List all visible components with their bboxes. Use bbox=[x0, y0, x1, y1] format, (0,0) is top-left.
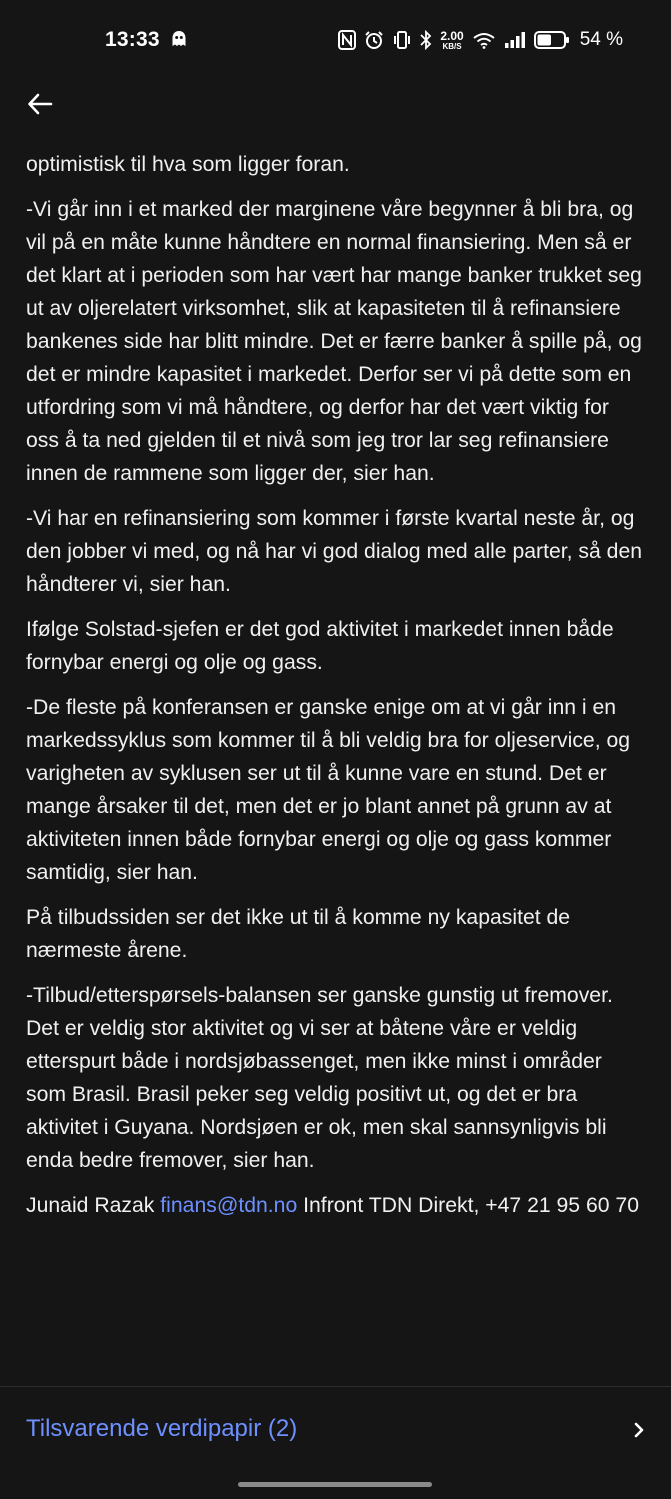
article-paragraph: -Vi går inn i et marked der marginene våre begynner å bli bra, og vil på en måte kunne håndtere en normal finansiering. Men så er det klart at i perioden som har vært har mange banker trukket seg ut av oljerelatert virksomhet, slik at kapasiteten til å refinansiere bankenes side har blitt mindre. Det er færre banker å spille på, og det er mindre kapasitet i markedet. Derfor ser vi på dette som en utfordring som vi må håndtere, og derfor har det vært viktig for oss å ta ned gjelden til et nivå som jeg tror lar seg refinansiere innen de rammene som ligger der, sier han. bbox=[26, 198, 642, 485]
chevron-right-icon bbox=[633, 1421, 645, 1444]
home-indicator bbox=[238, 1482, 432, 1487]
net-speed-value: 2.00 bbox=[440, 28, 464, 43]
byline-author: Junaid Razak bbox=[26, 1194, 155, 1217]
byline bbox=[26, 1189, 646, 1222]
arrow-left-icon bbox=[27, 93, 53, 120]
related-securities-label: Tilsvarende verdipapir (2) bbox=[26, 1415, 298, 1442]
section-divider bbox=[0, 1386, 671, 1387]
nfc-icon bbox=[338, 30, 356, 50]
net-speed-unit: KB/S bbox=[442, 41, 462, 51]
article-paragraph: På tilbudssiden ser det ikke ut til å komme ny kapasitet de nærmeste årene. bbox=[26, 906, 571, 962]
byline-source: Infront TDN Direkt, +47 21 95 60 70 bbox=[303, 1194, 639, 1217]
related-securities-row[interactable] bbox=[0, 1400, 671, 1462]
ghost-icon bbox=[172, 31, 186, 47]
article-paragraph: optimistisk til hva som ligger foran. bbox=[26, 153, 350, 176]
status-bar bbox=[0, 0, 671, 80]
article-paragraph: -De fleste på konferansen er ganske enige om at vi går inn i en markedssyklus som kommer til å bli veldig bra for oljeservice, og varigheten av syklusen ser ut til å kunne vare en stund. Det er mange årsaker til det, men det er jo blant annet på grunn av at aktiviteten innen både fornybar energi og olje og gass kommer samtidig, sier han. bbox=[26, 696, 631, 884]
article-paragraph: Ifølge Solstad-sjefen er det god aktivitet i markedet innen både fornybar energi og olje og gass. bbox=[26, 618, 614, 674]
article-paragraph: -Vi har en refinansiering som kommer i første kvartal neste år, og den jobber vi med, og nå har vi god dialog med alle parter, så den håndterer vi, sier han. bbox=[26, 507, 643, 596]
article-body bbox=[26, 148, 646, 1234]
bluetooth-icon bbox=[420, 30, 432, 50]
status-icons bbox=[338, 28, 623, 52]
back-button[interactable] bbox=[24, 92, 56, 120]
byline-email-link[interactable]: finans@tdn.no bbox=[160, 1194, 298, 1217]
vibrate-icon bbox=[392, 30, 412, 50]
battery-icon bbox=[534, 31, 570, 49]
battery-percent: 54 % bbox=[579, 29, 623, 50]
alarm-icon bbox=[364, 30, 384, 50]
net-speed bbox=[440, 30, 463, 51]
wifi-icon bbox=[472, 31, 496, 49]
article-paragraph: -Tilbud/etterspørsels-balansen ser ganske gunstig ut fremover. Det er veldig stor aktivitet og vi ser at båtene våre er veldig etterspurt både i nordsjøbassenget, men ikke minst i områder som Brasil. Brasil peker seg veldig positivt ut, og det er bra aktivitet i Guyana. Nordsjøen er ok, men skal sannsynligvis bli enda bedre fremover, sier han. bbox=[26, 984, 613, 1172]
signal-icon bbox=[504, 31, 526, 49]
status-time: 13:33 bbox=[105, 28, 160, 51]
